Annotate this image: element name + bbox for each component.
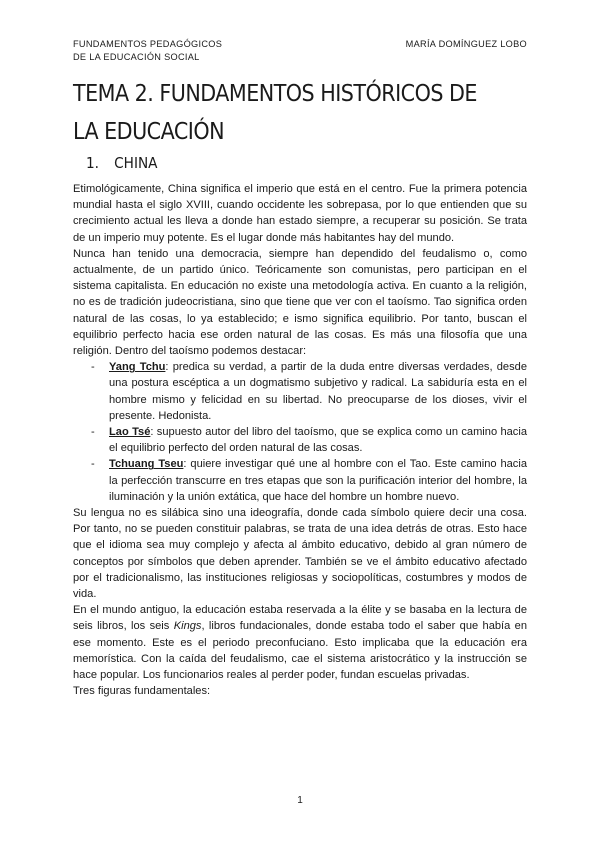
paragraph-1: Etimológicamente, China significa el imperio que está en el centro. Fue la primera potencia mundial hasta el siglo XVIII, cuando occidente les sobrepasa, por lo que entienden que su crecimiento actual les lleva a donde han estado siempre, a recuperar su posición. Se trata de un imperio muy potente. Es el lugar donde más habitantes hay del mundo.	[73, 183, 527, 244]
section-label: CHINA	[114, 154, 158, 172]
list-dash: -	[91, 361, 95, 374]
header-course-line1: FUNDAMENTOS PEDAGÓGICOS	[73, 39, 223, 49]
kings-italic: Kings	[173, 620, 202, 633]
list-term: Tchuang Tseu	[109, 458, 184, 471]
section-number: 1.	[86, 154, 100, 172]
list-text: : quiere investigar qué une al hombre con el Tao. Este camino hacia la perfección transcurre en tres etapas que son la purificación interior del hombre, la iluminación y la unión extática, que hace del hombre un hombre nuevo.	[109, 458, 527, 503]
page-number: 1	[297, 795, 303, 806]
document-body	[73, 181, 527, 700]
header-course-line2: DE LA EDUCACIÓN SOCIAL	[73, 52, 200, 62]
list-item	[73, 424, 527, 456]
paragraph-4-part-a: En el mundo antiguo, la educación estaba reservada a la élite y se basaba en la lectura de seis libros, los seis	[73, 604, 527, 633]
document-header-left	[73, 38, 222, 64]
list-text: : predica su verdad, a partir de la duda entre diversas verdades, desde una postura escéptica a un dogmatismo subjetivo y radical. La sabiduría esta en el hombre mismo y felicidad en su libertad. No preocuparse de los dioses, vivir el presente. Hedonista.	[109, 361, 527, 422]
header-author: MARÍA DOMÍNGUEZ LOBO	[405, 39, 527, 49]
paragraph-2: Nunca han tenido una democracia, siempre han dependido del feudalismo o, como actualmente, de un partido único. Teóricamente son comunistas, pero participan en el sistema capitalista. En educación no existe una metodología activa. En cuanto a la religión, no es de tradición judeocristiana, sino que tiene que ver con el taoísmo. Tao significa orden natural de las cosas, lo ya establecido; e ismo significa equilibrio. Por tanto, buscan el equilibrio perfecto hacia ese orden natural de las cosas. Es más una filosofía que una religión. Dentro del taoísmo podemos destacar:	[73, 247, 527, 358]
paragraph-4	[73, 602, 527, 683]
list-item	[73, 359, 527, 424]
taoism-figures-list	[73, 359, 527, 505]
list-term: Yang Tchu	[109, 361, 166, 374]
list-text: : supuesto autor del libro del taoísmo, que se explica como un camino hacia el equilibrio perfecto del orden natural de las cosas.	[109, 426, 527, 455]
list-term: Lao Tsé	[109, 426, 151, 439]
paragraph-5: Tres figuras fundamentales:	[73, 685, 211, 698]
page-title: TEMA 2. FUNDAMENTOS HISTÓRICOS DE LA EDUCACIÓN	[73, 79, 477, 145]
list-item	[73, 456, 527, 505]
list-dash: -	[91, 458, 95, 471]
section-heading	[86, 154, 158, 172]
paragraph-4-part-b: , libros fundacionales, donde estaba todo el saber que había en ese momento. Este es el periodo preconfuciano. Esto implicaba que la educación era memorística. Con la caída del feudalismo, cae el sistema aristocrático y la instrucción se hace popular. Los funcionarios reales al perder poder, fundan escuelas privadas.	[73, 620, 527, 682]
paragraph-3: Su lengua no es silábica sino una ideografía, donde cada símbolo quiere decir una cosa. Por tanto, no se pueden constituir palabras, se trata de una idea detrás de otras. Esto hace que el idioma sea muy complejo y afecta al ámbito educativo, debido al gran número de conceptos por símbolos que deben aprender. También se ve el ámbito educativo afectado por el tradicionalismo, las instituciones religiosas y sociopolíticas, costumbres y modos de vida.	[73, 507, 527, 601]
list-dash: -	[91, 426, 95, 439]
